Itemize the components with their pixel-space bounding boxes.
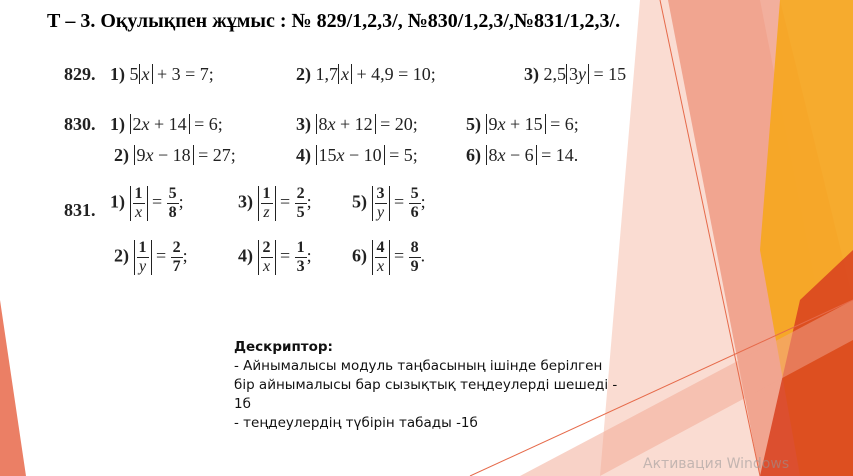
descriptor-block xyxy=(234,338,617,433)
eq-830-2: 2) 9x − 18 = 27; xyxy=(114,145,236,165)
eq-829-1: 1) 5 x + 3 = 7; xyxy=(110,64,214,84)
eq-label: 2) xyxy=(114,145,129,165)
problem-829-number: 829. xyxy=(64,64,96,84)
descriptor-line: бір айнымалысы бар сызықтық теңдеулерді шешеді - xyxy=(234,377,618,393)
eq-831-6: 6) $\frac{4}{x}$ = $\frac{8}{9}$ . xyxy=(352,239,426,275)
eq-831-1: 1) $\frac{1}{x}$ = $\frac{5}{8}$ ; xyxy=(110,185,184,221)
eq-label: 1) xyxy=(110,114,125,134)
eq-label: 5) xyxy=(466,114,481,134)
problem-831-number: 831. xyxy=(64,200,96,220)
descriptor-heading: Дескриптор: xyxy=(234,339,333,355)
windows-activation-watermark: Активация Windows xyxy=(643,456,790,472)
eq-830-1: 1) 2x + 14 = 6; xyxy=(110,114,223,134)
eq-829-3: 3) 2,5 3y = 15 xyxy=(524,64,627,84)
eq-label: 6) xyxy=(466,145,481,165)
eq-label: 2) xyxy=(296,64,311,84)
descriptor-line: - Айнымалысы модуль таңбасының ішінде берілген xyxy=(234,358,603,374)
eq-label: 4) xyxy=(296,145,311,165)
eq-label: 3) xyxy=(524,64,539,84)
eq-830-5: 5) 9x + 15 = 6; xyxy=(466,114,579,134)
descriptor-line: 1б xyxy=(234,396,251,412)
eq-label: 3) xyxy=(296,114,311,134)
eq-831-5: 5) $\frac{3}{y}$ = $\frac{5}{6}$ ; xyxy=(352,185,426,221)
descriptor-line: - теңдеулердің түбірін табады -1б xyxy=(234,415,478,431)
eq-831-4: 4) $\frac{2}{x}$ = $\frac{1}{3}$ ; xyxy=(238,239,312,275)
eq-830-4: 4) 15x − 10 = 5; xyxy=(296,145,418,165)
eq-830-6: 6) 8x − 6 = 14. xyxy=(466,145,579,165)
eq-831-2: 2) $\frac{1}{y}$ = $\frac{2}{7}$ ; xyxy=(114,239,188,275)
page-title: Т – 3. Оқулықпен жұмыс : № 829/1,2,3/, №830/1,2,3/,№831/1,2,3/. xyxy=(47,10,621,32)
eq-label: 1) xyxy=(110,64,125,84)
eq-829-2: 2) 1,7 x + 4,9 = 10; xyxy=(296,64,436,84)
eq-831-3: 3) $\frac{1}{z}$ = $\frac{2}{5}$ ; xyxy=(238,185,312,221)
deco-left-stripe xyxy=(0,300,26,476)
problem-830-number: 830. xyxy=(64,114,96,134)
eq-830-3: 3) 8x + 12 = 20; xyxy=(296,114,418,134)
